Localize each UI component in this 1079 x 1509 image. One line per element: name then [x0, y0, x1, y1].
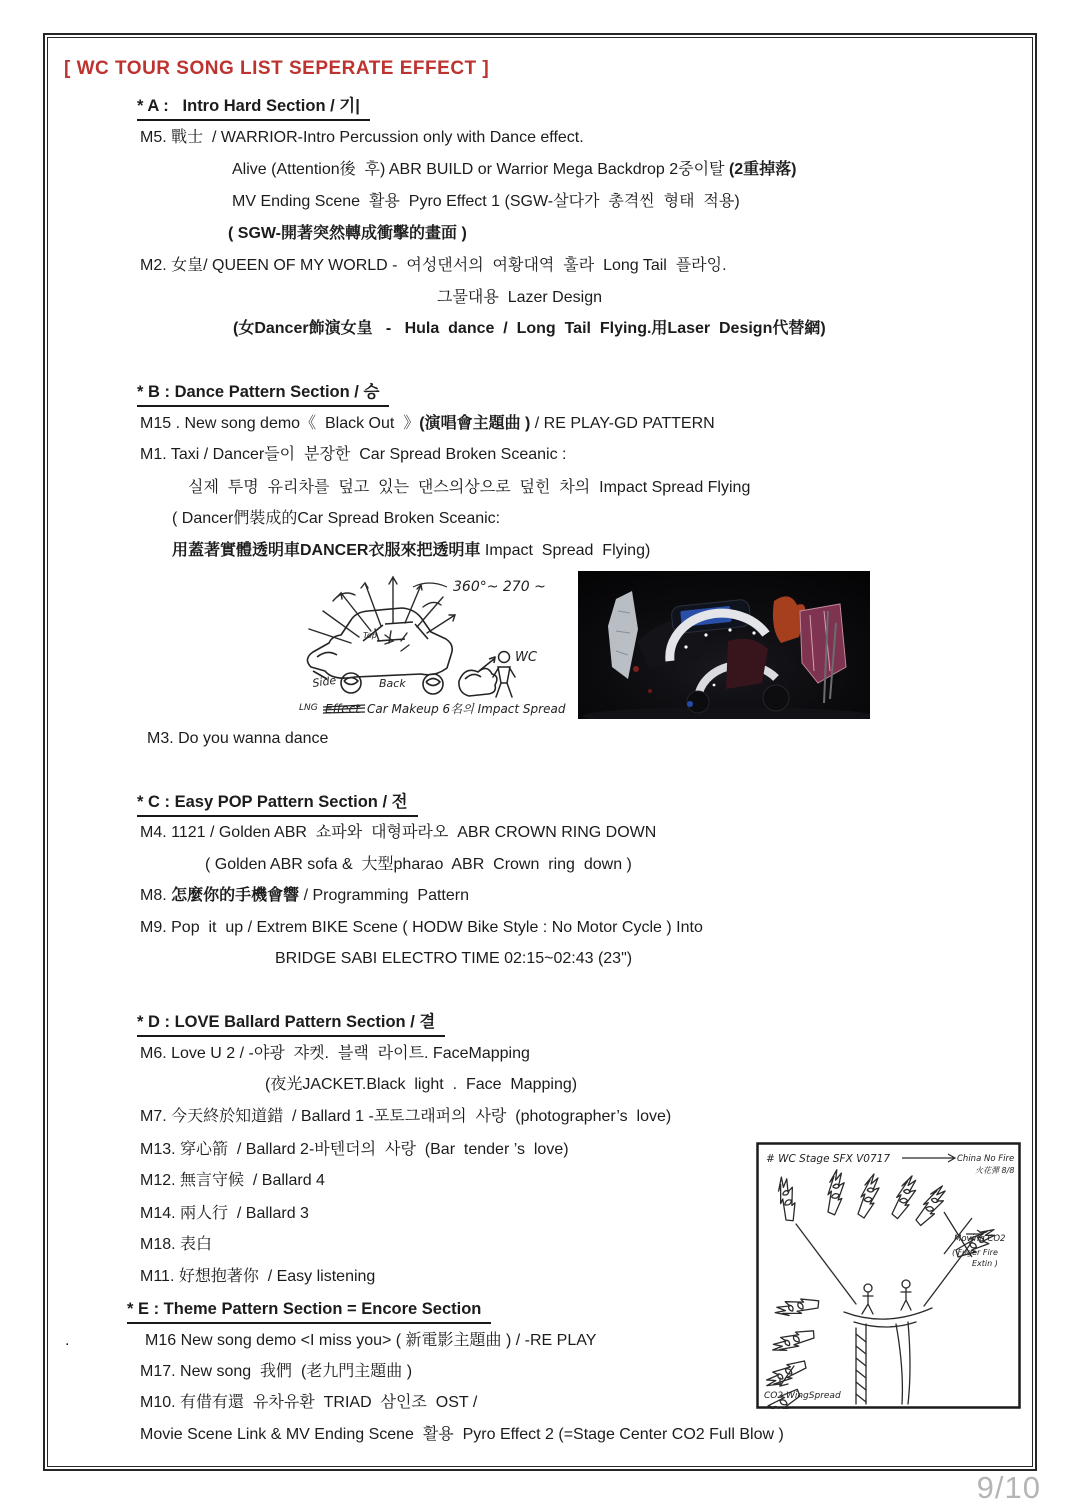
text-segment: (女Dancer飾演女皇 - Hula dance / Long Tail Flying.用Laser Design代替網) [233, 320, 826, 337]
section-d-header [137, 1011, 445, 1037]
angle-connector [413, 583, 447, 587]
song-m10-note-1 [140, 1424, 784, 1446]
text-segment: M16 New song demo <I miss you> ( 新電影主題曲 ) / -RE PLAY [145, 1332, 597, 1349]
page-title: [ WC TOUR SONG LIST SEPERATE EFFECT ] [64, 58, 490, 79]
song-m15 [140, 413, 715, 435]
sfx-heading: # WC Stage SFX V0717 [766, 1153, 891, 1165]
song-m6-note-1 [265, 1074, 577, 1096]
text-segment: 그물대용 Lazer Design [437, 289, 602, 306]
song-m3 [147, 728, 328, 750]
text-segment: ( SGW-開著突然轉成衝擊的畫面 ) [228, 225, 467, 242]
text-segment: M3. Do you wanna dance [147, 730, 329, 747]
red-glint-2 [648, 689, 652, 693]
section-c-header [137, 791, 418, 817]
song-m10 [140, 1392, 477, 1414]
section-a-header [137, 95, 370, 121]
section-e-header [127, 1298, 491, 1324]
car-photo-figure [578, 571, 870, 719]
song-m4-note-1 [205, 854, 632, 876]
sketch-border [758, 1144, 1020, 1408]
text-segment: BRIDGE SABI ELECTRO TIME 02:15~02:43 (23") [275, 950, 633, 967]
car-back-label: Back [379, 677, 406, 690]
text-segment: M8. [140, 887, 172, 904]
wingspread-label: CO2 WingSpread [764, 1391, 841, 1401]
song-m18 [140, 1234, 212, 1256]
red-glint-1 [633, 666, 639, 672]
song-m7 [140, 1106, 671, 1128]
text-segment: M7. 今天終於知道錯 / Ballard 1 -포토그래퍼의 사랑 (photographer’s love) [140, 1108, 672, 1125]
text-segment: M9. Pop it up / Extrem BIKE Scene ( HODW Bike Style : No Motor Cycle ) Into [140, 919, 703, 936]
car-impact-sketch-figure [293, 571, 569, 721]
angle-note-label: 360°~ 270 ~ [453, 579, 546, 595]
text-segment: * A : Intro Hard Section / 기| [137, 97, 360, 115]
text-segment: 怎麼你的手機會響 [171, 887, 300, 904]
caption-rest: Car Makeup 6名의 Impact Spread [367, 702, 566, 716]
text-segment: M18. 表白 [140, 1236, 213, 1253]
text-segment: M2. 女皇/ QUEEN OF MY WORLD - 여성댄서의 여황대역 훌라 Long Tail 플라잉. [140, 257, 727, 274]
song-m2-note-1 [437, 287, 602, 309]
song-m5 [140, 127, 584, 149]
song-m1-note-2 [172, 508, 500, 530]
song-m12 [140, 1170, 325, 1192]
text-segment: (演唱會主題曲 ) [419, 415, 531, 432]
song-m17 [140, 1361, 412, 1383]
extin-label-1: ( Fuger Fire [952, 1248, 998, 1257]
no-fire-label: China No Fire [957, 1154, 1015, 1164]
song-m9-note-1 [275, 948, 632, 970]
text-segment: MV Ending Scene 활용 Pyro Effect 1 (SGW-살다가 총격씬 형태 적용) [232, 193, 740, 210]
text-segment: / RE PLAY-GD PATTERN [530, 415, 715, 432]
section-b-header [137, 381, 389, 407]
text-segment: M13. 穿心箭 / Ballard 2-바텐더의 사랑 (Bar tender ’s love) [140, 1141, 569, 1158]
text-segment: M6. Love U 2 / -야광 쟈켓. 블랙 라이트. FaceMapping [140, 1045, 530, 1062]
text-segment: (2重掉落) [728, 161, 797, 178]
text-segment: Movie Scene Link & MV Ending Scene 활용 Pyro Effect 2 (=Stage Center CO2 Full Blow ) [140, 1426, 784, 1443]
text-segment: * D : LOVE Ballard Pattern Section / 결 [137, 1013, 436, 1031]
interior-shape [726, 639, 768, 689]
song-m8 [140, 885, 469, 907]
text-segment: ( Golden ABR sofa & 大型pharao ABR Crown ring down ) [205, 856, 632, 873]
song-m5-note-3 [228, 223, 467, 245]
blue-glint [687, 701, 693, 707]
text-segment: . [65, 1332, 70, 1349]
text-segment: Impact Spread Flying) [480, 542, 651, 559]
text-segment: Alive (Attention後 후) ABR BUILD or Warrior Mega Backdrop 2중이탈 [232, 161, 729, 178]
song-m2-note-2 [233, 318, 826, 340]
song-m2 [140, 255, 727, 277]
text-segment: M14. 兩人行 / Ballard 3 [140, 1205, 309, 1222]
text-segment: ( Dancer們裝成的Car Spread Broken Sceanic: [172, 510, 501, 527]
song-m11 [140, 1266, 375, 1288]
song-m9 [140, 917, 703, 939]
song-m1 [140, 444, 566, 466]
caption-effect: Effect [325, 702, 360, 716]
song-m16 [145, 1330, 596, 1352]
extin-label-2: Extin ) [972, 1259, 998, 1268]
page-number: 9/10 [976, 1470, 1041, 1505]
song-m4 [140, 822, 656, 844]
stray-dot [65, 1330, 69, 1352]
wheel-right [763, 685, 789, 711]
car-top-label: Top [363, 631, 377, 640]
text-segment: (夜光JACKET.Black light . Face Mapping) [265, 1076, 578, 1093]
stage-sfx-sketch-figure [756, 1142, 1021, 1409]
song-m1-note-1 [188, 477, 750, 499]
text-segment: 실제 투명 유리차를 덮고 있는 댄스의상으로 덮힌 차의 Impact Spread Flying [188, 479, 751, 496]
text-segment: M11. 好想抱著你 / Easy listening [140, 1268, 376, 1285]
wc-label: WC [515, 650, 537, 665]
song-m5-note-2 [232, 191, 740, 213]
text-segment: 用蓋著實體透明車DANCER衣服來把透明車 [172, 542, 481, 559]
text-segment: * C : Easy POP Pattern Section / 전 [137, 793, 408, 811]
text-segment: * E : Theme Pattern Section = Encore Section [127, 1300, 482, 1318]
text-segment: M15 . New song demo《 Black Out 》 [140, 415, 420, 432]
car-side-label: Side [311, 673, 337, 690]
song-m13 [140, 1139, 569, 1161]
text-segment: M17. New song 我們 (老九門主題曲 ) [140, 1363, 413, 1380]
text-segment: * B : Dance Pattern Section / 승 [137, 383, 380, 401]
text-segment: M1. Taxi / Dancer들이 분장한 Car Spread Broken Sceanic : [140, 446, 567, 463]
text-segment: M12. 無言守候 / Ballard 4 [140, 1172, 325, 1189]
song-m6 [140, 1043, 530, 1065]
stick-figure [493, 652, 515, 698]
text-segment: / Programming Pattern [299, 887, 469, 904]
text-segment: M10. 有借有還 유차유환 TRIAD 삼인조 OST / [140, 1394, 478, 1411]
song-m1-note-3 [172, 540, 650, 562]
moving-co2-label: Moving CO2 [954, 1234, 1006, 1244]
song-m5-note-1 [232, 159, 797, 181]
caption-lng: LNG [299, 703, 318, 713]
song-m14 [140, 1203, 309, 1225]
text-segment: M4. 1121 / Golden ABR 쇼파와 대형파라오 ABR CROWN RING DOWN [140, 824, 657, 841]
text-segment: M5. 戰士 / WARRIOR-Intro Percussion only with Dance effect. [140, 129, 584, 146]
no-fire-label-2: 火花彈 8/8 [975, 1166, 1015, 1175]
